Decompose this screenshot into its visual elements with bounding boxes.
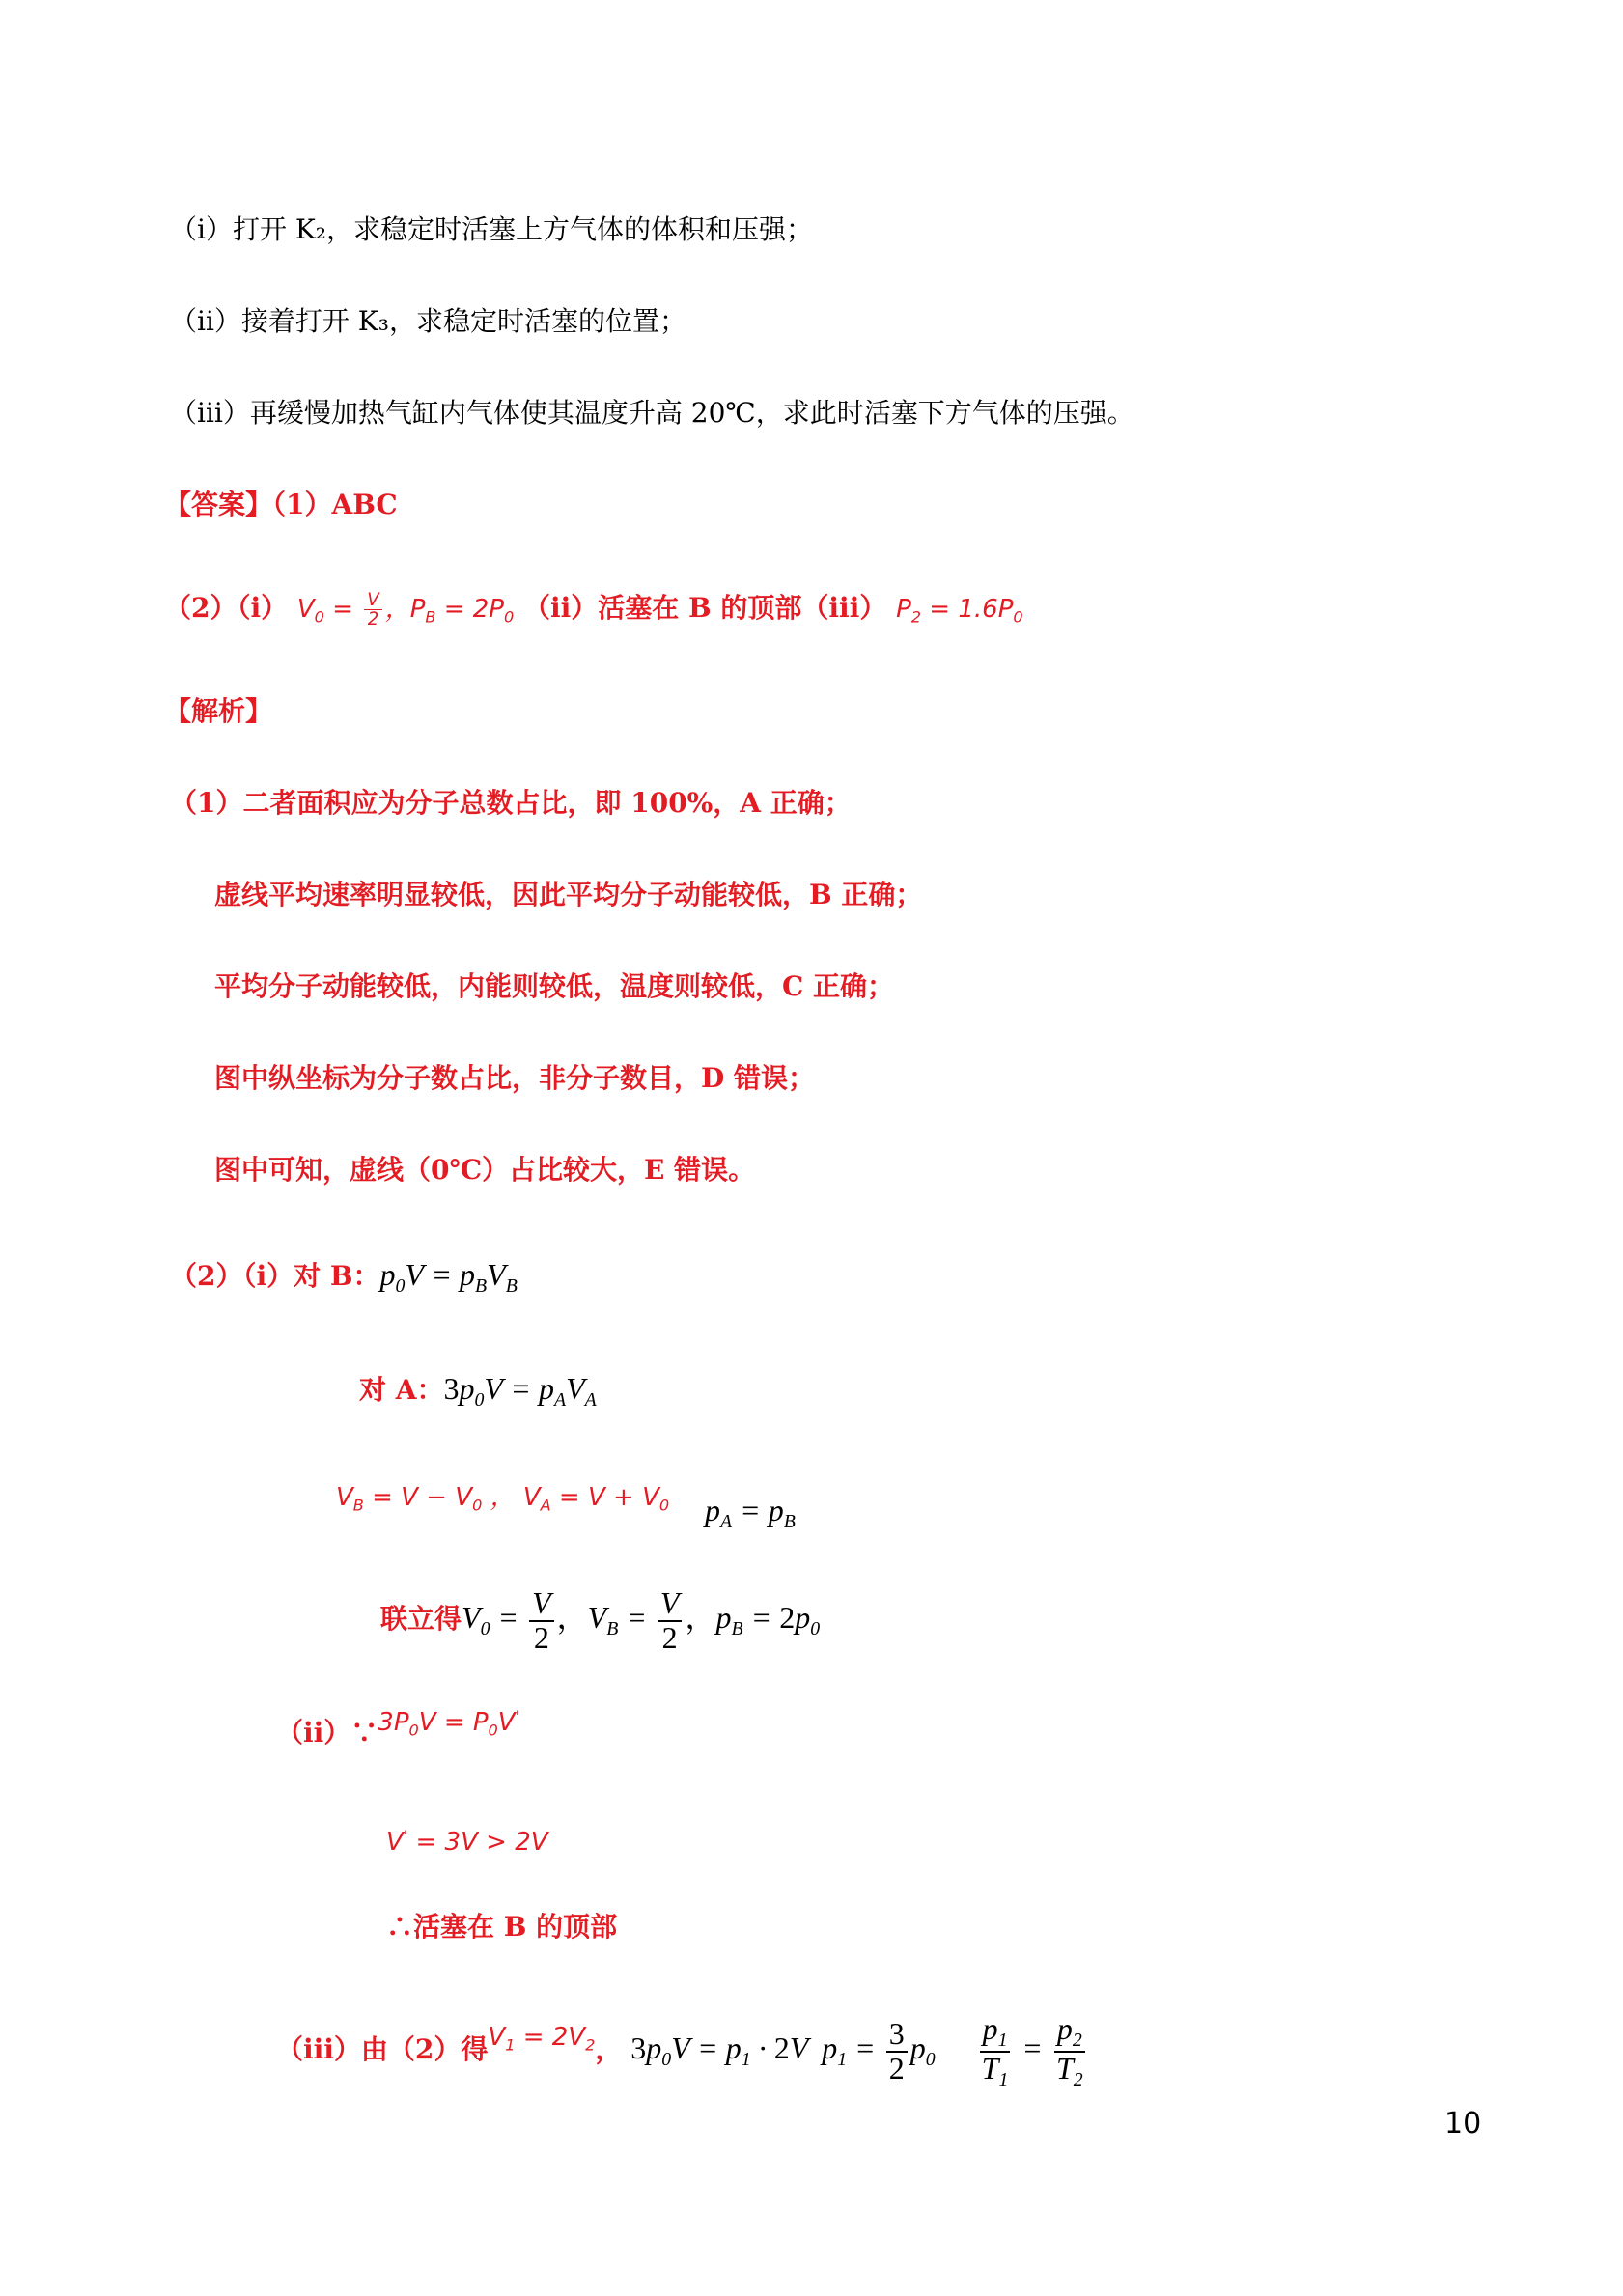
analysis-1-line-2: 平均分子动能较低，内能则较低，温度则较低，C 正确； <box>214 970 895 1002</box>
analysis-1-line-3: 图中纵坐标为分子数占比，非分子数目，D 错误； <box>214 1062 816 1094</box>
analysis-label: 【解析】 <box>164 695 273 727</box>
answer-line-1 <box>164 486 398 524</box>
answer-line-2 <box>164 589 1023 637</box>
answer-2-prefix: （2）（ⅰ） <box>164 592 289 624</box>
equation-a: $3p_0V = p_AV_A$ <box>443 1371 597 1411</box>
solution-2ii-conclusion: ∴活塞在 B 的顶部 <box>386 1911 618 1943</box>
solution-2iii-label: （ⅲ）由（2）得 <box>276 2033 489 2066</box>
solution-2ii <box>276 1709 519 1762</box>
solution-2i-label: （2）（ⅰ）对 B： <box>170 1260 380 1292</box>
solution-2ii-label: （ⅱ）∵ <box>276 1716 378 1749</box>
equation-v-prime: V' = 3V > 2V <box>386 1827 548 1857</box>
formula-p2: $P_2 = 1.6P_0$ <box>896 595 1023 627</box>
solution-volume-relations <box>336 1475 796 1532</box>
page-number: 10 <box>1444 2107 1482 2141</box>
question-i: （ⅰ）打开 K₂，求稳定时活塞上方气体的体积和压强； <box>170 213 814 245</box>
solution-2i-b <box>170 1255 518 1305</box>
equation-combined: $V_0$ = $\frac{V}{2}$ ，$V_B$ = $\frac{V}{2}$ ，$p_B = 2p_0$ <box>462 1585 821 1655</box>
analysis-1-line-0: （1）二者面积应为分子总数占比，即 100%，A 正确； <box>170 787 852 819</box>
equation-v1: $V_1 = 2V_2$ <box>488 2023 596 2055</box>
equation-vb-va: $V_B = V - V_0$ ， $V_A = V + V_0$ <box>336 1483 670 1515</box>
answer-2-ii: （ⅱ）活塞在 B 的顶部（ⅲ） <box>523 592 887 624</box>
equation-b: $p_0V = p_BV_B$ <box>379 1257 518 1297</box>
analysis-1-line-4: 图中可知，虚线（0℃）占比较大，E 错误。 <box>214 1154 756 1186</box>
answer-1: （1）ABC <box>272 489 398 520</box>
analysis-1-line-1: 虚线平均速率明显较低，因此平均分子动能较低，B 正确； <box>214 879 923 910</box>
equation-pa-pb: $p_A = p_B$ <box>705 1493 796 1532</box>
lianli-label: 联立得 <box>380 1603 462 1635</box>
solution-2iii: （ⅲ）由（2）得$V_1 = 2V_2$， $3p_0V = p_1 \cdot 2V$ $p_1$ = $\frac{3}{2}$ $p_0$ $\frac{p_1}{T_1}$ = $\frac{p_2}{T_2}$ <box>276 2013 1089 2093</box>
answer-label: 【答案】 <box>164 489 273 520</box>
question-iii: （ⅲ）再缓慢加热气缸内气体使其温度升高 20℃，求此时活塞下方气体的压强。 <box>170 397 1134 429</box>
solution-2i-a <box>359 1369 597 1419</box>
question-ii: （ⅱ）接着打开 K₃，求稳定时活塞的位置； <box>170 305 686 337</box>
formula-v0: $V_0$ = $\frac{V}{2}$ ，$P_B = 2P_0$ <box>296 589 515 630</box>
solution-combined <box>380 1583 820 1663</box>
equation-2ii: $3P_0V = P_0V'$ <box>378 1707 520 1740</box>
solution-a-label: 对 A： <box>359 1374 444 1406</box>
equation-2iii: $3p_0V = p_1 \cdot 2V$ $p_1$ = $\frac{3}{2}$ $p_0$ $\frac{p_1}{T_1}$ = $\frac{p_2}{T_2}$ <box>630 2030 1088 2065</box>
solution-2ii-v <box>386 1817 548 1862</box>
